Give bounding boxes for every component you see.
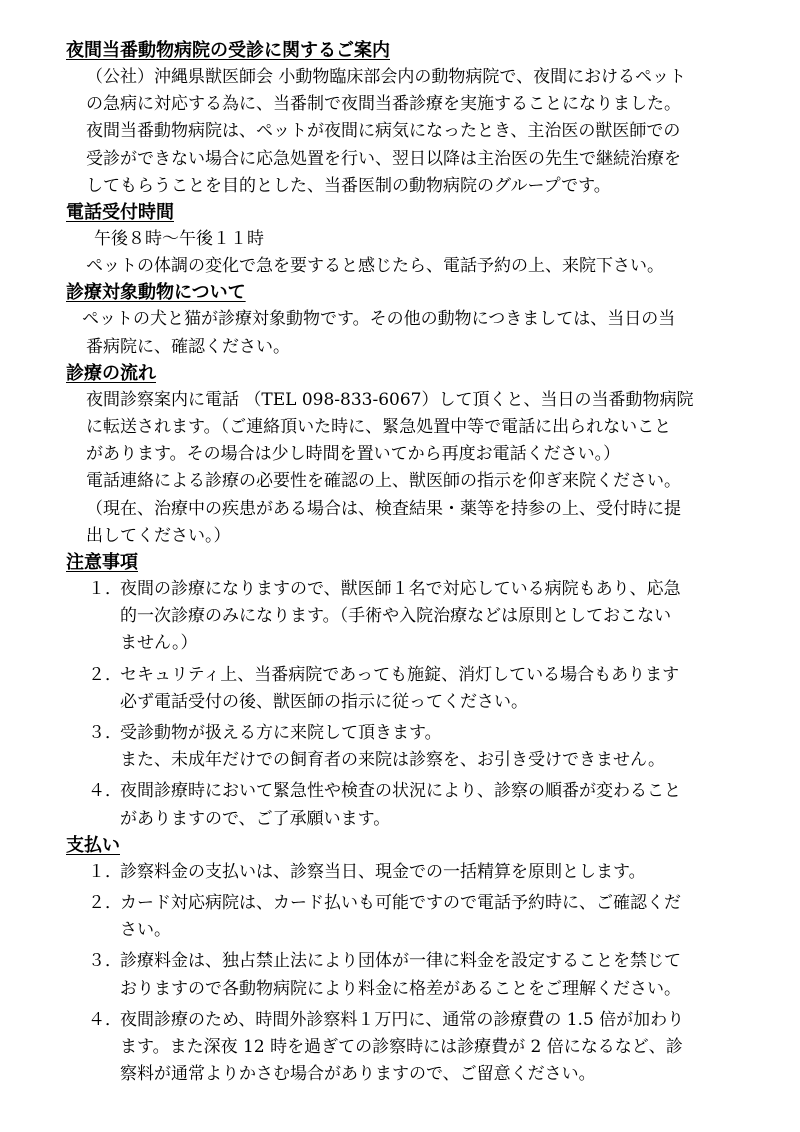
intro-heading: 夜間当番動物病院の受診に関するご案内	[66, 40, 390, 61]
item-number: ２．	[88, 893, 122, 914]
item-line: カード対応病院は、カード払いも可能ですので電話予約時に、ご確認くだ	[120, 893, 681, 914]
item-line: 診療料金は、独占禁止法により団体が一律に料金を設定することを禁じて	[120, 951, 681, 972]
hours-heading: 電話受付時間	[66, 202, 174, 224]
notes-item-4	[88, 778, 800, 832]
payment-section	[0, 833, 800, 1089]
item-line: ます。また深夜 12 時を過ぎての診察時には診療費が 2 倍になるなど、診	[120, 1037, 683, 1058]
payment-heading: 支払い	[66, 834, 120, 856]
flow-line: があります。その場合は少し時間を置いてから再度お電話ください。）	[86, 444, 621, 465]
notes-section	[0, 550, 800, 833]
notes-item-1	[88, 576, 800, 658]
payment-item-1	[88, 859, 800, 886]
item-number: ２．	[88, 664, 122, 685]
hours-time: 午後８時～午後１１時	[94, 229, 264, 250]
flow-line: 電話連絡による診療の必要性を確認の上、獣医師の指示を仰ぎ来院ください。	[86, 471, 681, 492]
notes-item-3	[88, 720, 800, 774]
animals-line: 番病院に、確認ください。	[86, 336, 290, 357]
item-line: 察料が通常よりかさむ場合がありますので、ご留意ください。	[120, 1064, 596, 1085]
flow-line: 出してください。）	[86, 525, 231, 546]
animals-section	[0, 280, 800, 360]
item-line: さい。	[120, 920, 171, 941]
flow-heading: 診療の流れ	[66, 362, 156, 384]
intro-section	[0, 38, 800, 200]
item-line: 的一次診療のみになります。（手術や入院治療などは原則としておこない	[120, 606, 672, 627]
intro-line: 受診ができない場合に応急処置を行い、翌日以降は主治医の先生で継続治療を	[86, 148, 681, 169]
item-number: １．	[88, 861, 122, 882]
item-number: ３．	[88, 951, 122, 972]
item-line: 夜間診療時において緊急性や検査の状況により、診察の順番が変わること	[120, 781, 681, 802]
item-line: セキュリティ上、当番病院であっても施錠、消灯している場合もあります	[120, 664, 680, 685]
intro-line: （公社）沖縄県獣医師会 小動物臨床部会内の動物病院で、夜間におけるペット	[86, 67, 687, 87]
flow-line: （現在、治療中の疾患がある場合は、検査結果・薬等を持参の上、受付時に提	[86, 498, 681, 519]
item-number: ３．	[88, 723, 122, 744]
item-line: おりますので各動物病院により料金に格差があることをご理解ください。	[120, 978, 681, 999]
item-line: 夜間の診療になりますので、獣医師１名で対応している病院もあり、応急	[120, 579, 681, 600]
item-line: ません。）	[120, 633, 198, 654]
item-number: １．	[88, 579, 122, 600]
hours-note: ペットの体調の変化で急を要すると感じたら、電話予約の上、来院下さい。	[86, 256, 664, 277]
payment-item-2	[88, 890, 800, 944]
payment-item-3	[88, 948, 800, 1002]
item-number: ４．	[88, 781, 122, 802]
payment-item-4	[88, 1007, 800, 1089]
item-number: ４．	[88, 1009, 122, 1030]
item-line: 必ず電話受付の後、獣医師の指示に従ってください。	[120, 691, 528, 712]
item-line: 受診動物が扱える方に来院して頂きます。	[120, 723, 442, 744]
notes-item-2	[88, 662, 800, 716]
flow-section	[0, 361, 800, 550]
item-line: 夜間診療のため、時間外診察料１万円に、通常の診療費の 1.5 倍が加わり	[120, 1009, 685, 1030]
flow-line: 夜間診察案内に電話 （TEL 098-833-6067）して頂くと、当日の当番動物病院	[86, 389, 694, 410]
item-line: がありますので、ご了承願います。	[120, 808, 391, 829]
intro-line: の急病に対応する為に、当番制で夜間当番診療を実施することになりました。	[86, 94, 681, 115]
animals-heading: 診療対象動物について	[66, 282, 246, 304]
hours-section	[0, 200, 800, 280]
intro-line: 夜間当番動物病院は、ペットが夜間に病気になったとき、主治医の獣医師での	[86, 121, 681, 142]
item-line: 診察料金の支払いは、診察当日、現金での一括精算を原則とします。	[120, 861, 646, 882]
item-line: また、未成年だけでの飼育者の来院は診察を、お引き受けできません。	[120, 750, 666, 771]
flow-line: に転送されます。（ご連絡頂いた時に、緊急処置中等で電話に出られないこと	[86, 417, 672, 438]
intro-line: してもらうことを目的とした、当番医制の動物病院のグループです。	[86, 175, 611, 196]
animals-line: ペットの犬と猫が診療対象動物です。その他の動物につきましては、当日の当	[82, 309, 676, 330]
notes-heading: 注意事項	[66, 552, 138, 574]
